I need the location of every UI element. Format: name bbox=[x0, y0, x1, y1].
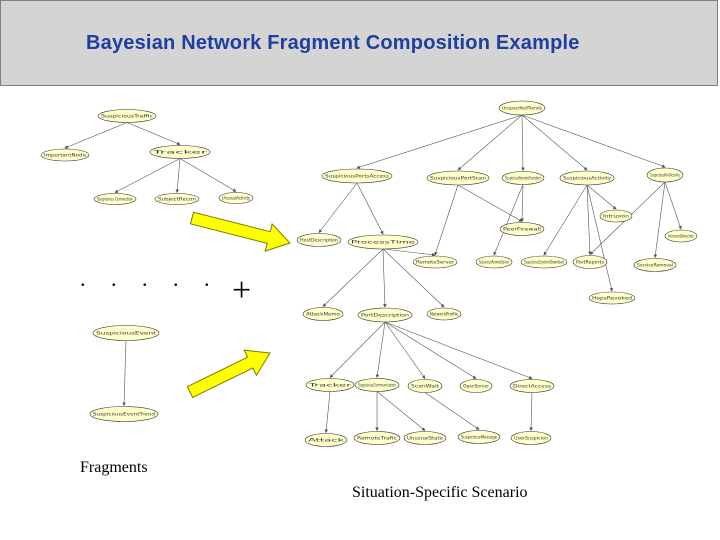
scenario-node-label: PortReports bbox=[576, 259, 604, 265]
scenario-node-label: DirectAccess bbox=[513, 383, 551, 389]
scenario-edge bbox=[385, 322, 425, 379]
scenario-edge bbox=[323, 249, 383, 307]
scenario-node-label: SuspiciousPortActivity bbox=[650, 172, 681, 178]
fragment-node bbox=[149, 146, 210, 159]
scenario-edge bbox=[357, 115, 522, 168]
fragment-node-label: Suspicious Connection bbox=[97, 196, 134, 202]
scenario-node bbox=[502, 172, 544, 185]
scenario-node-label: SuspiciousPortsAccess bbox=[325, 173, 389, 179]
scenario-node bbox=[600, 210, 632, 222]
scenario-node-label: SuspiciousCommunication bbox=[358, 382, 397, 388]
scenario-edge bbox=[377, 392, 425, 431]
scenario-node-label: SuspiciousPortScan bbox=[430, 175, 487, 181]
fragment-edge bbox=[180, 159, 236, 192]
scenario-edge bbox=[326, 392, 330, 433]
scenario-node-label: Tracker bbox=[306, 382, 353, 388]
scenario-edge bbox=[385, 322, 532, 379]
fragment-node bbox=[41, 149, 89, 161]
scenario-node bbox=[476, 256, 512, 268]
scenario-node bbox=[634, 259, 676, 272]
scenario-node-label: RemoteServer bbox=[416, 259, 455, 265]
scenario-node bbox=[305, 434, 347, 447]
scenario-node bbox=[665, 230, 697, 242]
fragment-node bbox=[98, 110, 156, 123]
scenario-node-label: HostDescription bbox=[300, 237, 339, 243]
fragment-edge bbox=[65, 123, 127, 149]
scenario-edge bbox=[522, 185, 523, 222]
scenario-edge bbox=[665, 182, 681, 229]
scenario-node-label: SuspiciousActivity bbox=[563, 175, 612, 181]
scenario-node-label: SuspiciousMessage bbox=[461, 434, 498, 440]
scenario-node bbox=[510, 380, 554, 393]
scenario-node bbox=[573, 256, 607, 269]
scenario-node-label: OpenServer bbox=[463, 383, 490, 389]
scenario-edge bbox=[435, 185, 458, 255]
scenario-node-label: Intrusion bbox=[603, 213, 630, 219]
composition-arrow-bottom bbox=[187, 350, 270, 397]
scenario-node bbox=[589, 292, 635, 304]
scenario-node-label: RemoteTrafic bbox=[357, 435, 397, 441]
scenario-node-label: SuspiciousRemoteServer bbox=[479, 259, 510, 265]
fragment-node-label: SuspiciousEvent bbox=[96, 330, 157, 336]
scenario-node bbox=[322, 169, 392, 183]
scenario-node bbox=[499, 101, 545, 115]
scenario-node bbox=[500, 223, 544, 236]
scenario-node-label: PeerFirewall bbox=[503, 226, 541, 232]
scenario-node-label: UnspecifiedTrends bbox=[502, 105, 542, 111]
scenario-edge bbox=[383, 249, 435, 255]
scenario-node-label: ProcessTime bbox=[351, 239, 417, 245]
fragment-node bbox=[93, 326, 159, 341]
page-title: Bayesian Network Fragment Composition Example bbox=[86, 32, 580, 54]
scenario-edge bbox=[330, 322, 385, 378]
scenario-node-label: ScanWait bbox=[411, 383, 440, 389]
scenario-edge bbox=[522, 115, 665, 167]
scenario-edge bbox=[531, 393, 532, 431]
scenario-edge bbox=[385, 322, 476, 379]
scenario-edge bbox=[319, 183, 357, 233]
scenario-node bbox=[355, 379, 399, 392]
scenario-node-label: SuspiciousSystemDownload bbox=[524, 259, 565, 265]
scenario-edge bbox=[377, 322, 385, 378]
plus-sign: + bbox=[232, 272, 252, 309]
scenario-edge bbox=[383, 249, 385, 307]
fragment-node-label: ImportantNode bbox=[44, 152, 87, 158]
fragment-node bbox=[219, 193, 253, 204]
scenario-node-label: Attack bbox=[308, 437, 346, 443]
fragment-node-label: Tracker bbox=[149, 149, 209, 155]
scenario-node-label: ServiceRemoval bbox=[637, 262, 673, 268]
scenario-node bbox=[521, 256, 567, 268]
scenario-node bbox=[413, 256, 457, 268]
fragment-node bbox=[90, 407, 158, 422]
fragment-edge bbox=[177, 159, 180, 193]
scenario-node-label: PortDescription bbox=[361, 312, 410, 318]
fragment-node-label: SuspiciousEventTrend bbox=[93, 411, 156, 417]
scenario-node bbox=[427, 171, 489, 185]
scenario-edge bbox=[357, 183, 383, 234]
scenario-node bbox=[297, 234, 341, 247]
scenario-node-label: NetworkProfile bbox=[430, 311, 459, 317]
scenario-edge bbox=[587, 185, 616, 209]
scenario-edge bbox=[544, 185, 587, 255]
fragment-node bbox=[155, 194, 199, 205]
fragment-node-label: UnusualActivity bbox=[222, 195, 251, 201]
scenario-node bbox=[348, 235, 418, 249]
scenario-node-label: UserSuspicion bbox=[514, 435, 549, 441]
fragments-caption: Fragments bbox=[80, 459, 148, 476]
scenario-edge bbox=[458, 115, 522, 170]
scenario-node-label: AttackMemo bbox=[306, 311, 341, 317]
scenario-node-label: IntrusionDetection bbox=[668, 233, 695, 239]
scenario-edge bbox=[458, 185, 522, 222]
ellipsis-dots: . . . . . bbox=[80, 266, 220, 291]
scenario-edge bbox=[522, 115, 587, 170]
scenario-node bbox=[427, 308, 461, 320]
scenario-node bbox=[404, 432, 446, 445]
scenario-node bbox=[458, 431, 500, 444]
fragment-edge bbox=[127, 123, 180, 145]
scenario-node-label: HopsRevoked bbox=[592, 295, 633, 301]
fragment-node-label: SubjectRecon bbox=[158, 196, 197, 202]
fragment-node bbox=[94, 194, 136, 205]
scenario-edge bbox=[587, 185, 612, 291]
scenario-node-label: SuspiciousRemoteTransfers bbox=[505, 175, 541, 181]
scenario-node bbox=[647, 168, 683, 182]
scenario-node bbox=[511, 432, 551, 445]
scenario-node bbox=[358, 308, 412, 322]
scenario-node-label: UnusualState bbox=[407, 435, 444, 441]
scenario-edge bbox=[425, 393, 479, 430]
scenario-node bbox=[560, 171, 614, 185]
scenario-node bbox=[303, 308, 343, 321]
scenario-node bbox=[306, 379, 354, 392]
scenario-node bbox=[460, 380, 492, 393]
scenario-node bbox=[408, 380, 442, 393]
scenario-edge bbox=[655, 182, 665, 258]
fragment-edge bbox=[115, 159, 180, 193]
scenario-edge bbox=[522, 115, 523, 171]
composition-arrow-top bbox=[191, 212, 291, 251]
scenario-node bbox=[354, 432, 400, 445]
fragment-node-label: SuspiciousTraffic bbox=[101, 113, 153, 119]
fragment-edge bbox=[124, 341, 126, 406]
scenario-caption: Situation-Specific Scenario bbox=[352, 484, 528, 501]
